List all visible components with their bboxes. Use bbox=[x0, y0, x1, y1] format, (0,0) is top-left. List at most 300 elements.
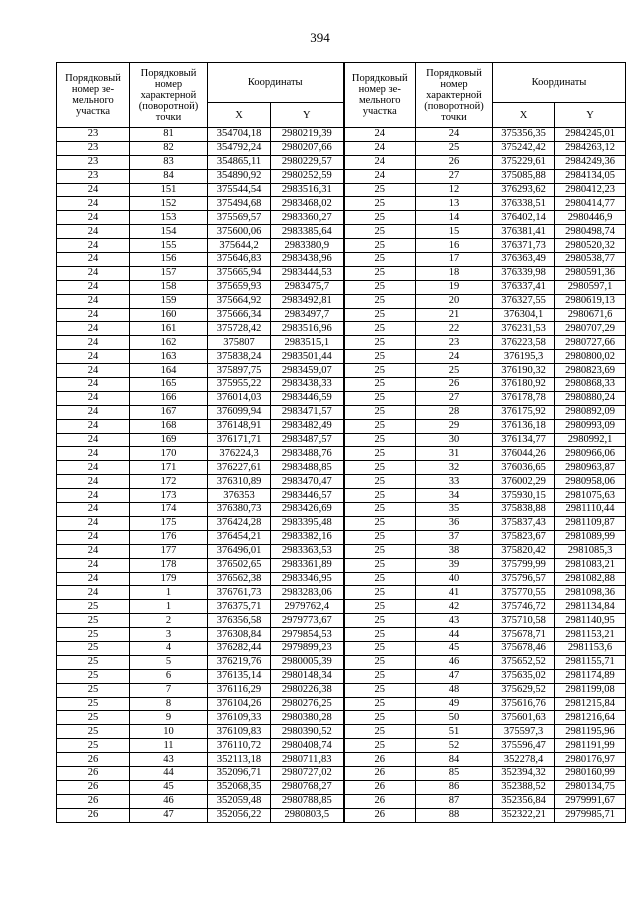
coord-x-right-cell: 352388,52 bbox=[493, 780, 555, 794]
parcel-number-cell: 24 bbox=[57, 516, 130, 530]
point-number-cell: 5 bbox=[130, 655, 208, 669]
parcel-number-right-cell: 25 bbox=[344, 266, 416, 280]
table-row bbox=[57, 655, 626, 669]
point-number-right-cell: 26 bbox=[416, 155, 493, 169]
point-number-cell: 159 bbox=[130, 294, 208, 308]
coord-x-cell: 354792,24 bbox=[208, 141, 271, 155]
parcel-number-right-cell: 25 bbox=[344, 197, 416, 211]
coord-y-right-cell: 2980619,13 bbox=[555, 294, 626, 308]
parcel-number-right-cell: 25 bbox=[344, 461, 416, 475]
parcel-number-cell: 24 bbox=[57, 350, 130, 364]
point-number-right-cell: 40 bbox=[416, 572, 493, 586]
coord-x-cell: 376104,26 bbox=[208, 697, 271, 711]
parcel-number-cell: 24 bbox=[57, 239, 130, 253]
parcel-number-cell: 25 bbox=[57, 683, 130, 697]
parcel-number-right-cell: 25 bbox=[344, 364, 416, 378]
coord-y-right-cell: 2980671,6 bbox=[555, 308, 626, 322]
parcel-number-cell: 24 bbox=[57, 308, 130, 322]
parcel-number-cell: 26 bbox=[57, 808, 130, 822]
point-number-cell: 162 bbox=[130, 336, 208, 350]
coord-x-cell: 376496,01 bbox=[208, 544, 271, 558]
point-number-cell: 3 bbox=[130, 628, 208, 642]
coord-x-right-cell: 376036,65 bbox=[493, 461, 555, 475]
table-row bbox=[57, 294, 626, 308]
point-number-cell: 1 bbox=[130, 600, 208, 614]
point-number-cell: 169 bbox=[130, 433, 208, 447]
point-number-cell: 47 bbox=[130, 808, 208, 822]
parcel-number-right-cell: 25 bbox=[344, 378, 416, 392]
coord-y-right-cell: 2981174,89 bbox=[555, 669, 626, 683]
parcel-number-right-cell: 25 bbox=[344, 350, 416, 364]
coord-y-cell: 2983482,49 bbox=[271, 419, 344, 433]
table-row bbox=[57, 253, 626, 267]
parcel-number-right-cell: 25 bbox=[344, 308, 416, 322]
parcel-number-cell: 25 bbox=[57, 711, 130, 725]
coord-x-right-cell: 376195,3 bbox=[493, 350, 555, 364]
coord-x-cell: 375955,22 bbox=[208, 378, 271, 392]
point-number-cell: 166 bbox=[130, 391, 208, 405]
header-y-2: Y bbox=[555, 103, 626, 128]
point-number-cell: 83 bbox=[130, 155, 208, 169]
table-row bbox=[57, 405, 626, 419]
table-row bbox=[57, 753, 626, 767]
coord-y-cell: 2980788,85 bbox=[271, 794, 344, 808]
table-body bbox=[57, 128, 626, 823]
parcel-number-right-cell: 25 bbox=[344, 739, 416, 753]
coord-y-cell: 2983471,57 bbox=[271, 405, 344, 419]
parcel-number-cell: 24 bbox=[57, 503, 130, 517]
point-number-right-cell: 52 bbox=[416, 739, 493, 753]
coord-x-cell: 354704,18 bbox=[208, 128, 271, 142]
coord-x-cell: 376219,76 bbox=[208, 655, 271, 669]
coord-x-cell: 376116,29 bbox=[208, 683, 271, 697]
parcel-number-right-cell: 25 bbox=[344, 725, 416, 739]
point-number-cell: 151 bbox=[130, 183, 208, 197]
coord-y-right-cell: 2980176,97 bbox=[555, 753, 626, 767]
header-coordinates: Координаты bbox=[208, 63, 344, 103]
parcel-number-cell: 24 bbox=[57, 322, 130, 336]
point-number-right-cell: 12 bbox=[416, 183, 493, 197]
coord-x-cell: 352113,18 bbox=[208, 753, 271, 767]
parcel-number-right-cell: 25 bbox=[344, 516, 416, 530]
parcel-number-cell: 25 bbox=[57, 697, 130, 711]
point-number-cell: 81 bbox=[130, 128, 208, 142]
parcel-number-cell: 26 bbox=[57, 766, 130, 780]
point-number-cell: 179 bbox=[130, 572, 208, 586]
parcel-number-right-cell: 25 bbox=[344, 183, 416, 197]
parcel-number-cell: 24 bbox=[57, 253, 130, 267]
point-number-cell: 2 bbox=[130, 614, 208, 628]
point-number-right-cell: 23 bbox=[416, 336, 493, 350]
coord-y-right-cell: 2981109,87 bbox=[555, 516, 626, 530]
table-row bbox=[57, 433, 626, 447]
coord-x-right-cell: 376363,49 bbox=[493, 253, 555, 267]
parcel-number-cell: 24 bbox=[57, 211, 130, 225]
parcel-number-right-cell: 25 bbox=[344, 475, 416, 489]
header-parcel-number: Порядковый номер зе-мельного участка bbox=[57, 63, 130, 128]
coord-y-right-cell: 2980591,36 bbox=[555, 266, 626, 280]
coord-y-right-cell: 2979985,71 bbox=[555, 808, 626, 822]
table-row bbox=[57, 600, 626, 614]
coord-x-right-cell: 376223,58 bbox=[493, 336, 555, 350]
parcel-number-cell: 24 bbox=[57, 266, 130, 280]
table-row bbox=[57, 503, 626, 517]
coord-x-cell: 375569,57 bbox=[208, 211, 271, 225]
coord-x-right-cell: 375229,61 bbox=[493, 155, 555, 169]
coord-x-cell: 352059,48 bbox=[208, 794, 271, 808]
coord-y-cell: 2983497,7 bbox=[271, 308, 344, 322]
parcel-number-right-cell: 25 bbox=[344, 614, 416, 628]
coord-y-cell: 2980229,57 bbox=[271, 155, 344, 169]
coord-x-right-cell: 376327,55 bbox=[493, 294, 555, 308]
header-x: X bbox=[208, 103, 271, 128]
coord-y-right-cell: 2980963,87 bbox=[555, 461, 626, 475]
parcel-number-right-cell: 25 bbox=[344, 336, 416, 350]
coord-y-cell: 2983488,85 bbox=[271, 461, 344, 475]
coord-y-cell: 2983492,81 bbox=[271, 294, 344, 308]
point-number-right-cell: 15 bbox=[416, 225, 493, 239]
point-number-cell: 153 bbox=[130, 211, 208, 225]
coord-x-cell: 376424,28 bbox=[208, 516, 271, 530]
parcel-number-cell: 24 bbox=[57, 433, 130, 447]
coord-y-cell: 2983470,47 bbox=[271, 475, 344, 489]
coord-x-cell: 376109,33 bbox=[208, 711, 271, 725]
coord-y-cell: 2980207,66 bbox=[271, 141, 344, 155]
coord-x-right-cell: 375710,58 bbox=[493, 614, 555, 628]
parcel-number-cell: 24 bbox=[57, 391, 130, 405]
coord-y-right-cell: 2981153,6 bbox=[555, 641, 626, 655]
parcel-number-right-cell: 26 bbox=[344, 766, 416, 780]
parcel-number-cell: 24 bbox=[57, 336, 130, 350]
coord-x-cell: 354890,92 bbox=[208, 169, 271, 183]
parcel-number-right-cell: 24 bbox=[344, 141, 416, 155]
point-number-cell: 6 bbox=[130, 669, 208, 683]
table-row bbox=[57, 391, 626, 405]
parcel-number-right-cell: 26 bbox=[344, 794, 416, 808]
point-number-cell: 7 bbox=[130, 683, 208, 697]
coord-y-right-cell: 2981195,96 bbox=[555, 725, 626, 739]
coord-y-right-cell: 2980597,1 bbox=[555, 280, 626, 294]
point-number-right-cell: 27 bbox=[416, 391, 493, 405]
parcel-number-right-cell: 25 bbox=[344, 641, 416, 655]
coord-y-cell: 2983363,53 bbox=[271, 544, 344, 558]
point-number-right-cell: 22 bbox=[416, 322, 493, 336]
point-number-right-cell: 30 bbox=[416, 433, 493, 447]
point-number-right-cell: 18 bbox=[416, 266, 493, 280]
coord-y-right-cell: 2984134,05 bbox=[555, 169, 626, 183]
point-number-right-cell: 21 bbox=[416, 308, 493, 322]
parcel-number-right-cell: 26 bbox=[344, 753, 416, 767]
coord-x-cell: 375646,83 bbox=[208, 253, 271, 267]
table-row bbox=[57, 641, 626, 655]
coord-x-right-cell: 376002,29 bbox=[493, 475, 555, 489]
point-number-cell: 9 bbox=[130, 711, 208, 725]
coord-y-cell: 2983438,33 bbox=[271, 378, 344, 392]
coord-y-right-cell: 2980992,1 bbox=[555, 433, 626, 447]
coord-y-right-cell: 2980412,23 bbox=[555, 183, 626, 197]
point-number-cell: 158 bbox=[130, 280, 208, 294]
coord-y-right-cell: 2980966,06 bbox=[555, 447, 626, 461]
coord-y-cell: 2979762,4 bbox=[271, 600, 344, 614]
table-row bbox=[57, 794, 626, 808]
point-number-right-cell: 24 bbox=[416, 128, 493, 142]
parcel-number-right-cell: 25 bbox=[344, 280, 416, 294]
table-row bbox=[57, 155, 626, 169]
coord-x-cell: 375544,54 bbox=[208, 183, 271, 197]
table-row bbox=[57, 461, 626, 475]
point-number-cell: 160 bbox=[130, 308, 208, 322]
parcel-number-cell: 24 bbox=[57, 586, 130, 600]
coord-y-cell: 2980252,59 bbox=[271, 169, 344, 183]
table-header bbox=[57, 63, 626, 128]
parcel-number-cell: 25 bbox=[57, 600, 130, 614]
parcel-number-cell: 24 bbox=[57, 544, 130, 558]
point-number-cell: 175 bbox=[130, 516, 208, 530]
table-row bbox=[57, 544, 626, 558]
coord-x-right-cell: 375823,67 bbox=[493, 530, 555, 544]
coord-x-cell: 375666,34 bbox=[208, 308, 271, 322]
table-row bbox=[57, 197, 626, 211]
coord-y-cell: 2983515,1 bbox=[271, 336, 344, 350]
coordinates-table bbox=[56, 62, 626, 823]
point-number-cell: 164 bbox=[130, 364, 208, 378]
coord-y-right-cell: 2981110,44 bbox=[555, 503, 626, 517]
coord-x-right-cell: 376175,92 bbox=[493, 405, 555, 419]
point-number-right-cell: 24 bbox=[416, 350, 493, 364]
point-number-right-cell: 32 bbox=[416, 461, 493, 475]
coord-x-right-cell: 376337,41 bbox=[493, 280, 555, 294]
coord-y-cell: 2983475,7 bbox=[271, 280, 344, 294]
coord-y-cell: 2980226,38 bbox=[271, 683, 344, 697]
coord-x-right-cell: 376044,26 bbox=[493, 447, 555, 461]
parcel-number-cell: 23 bbox=[57, 169, 130, 183]
parcel-number-cell: 25 bbox=[57, 614, 130, 628]
coord-y-cell: 2983382,16 bbox=[271, 530, 344, 544]
point-number-cell: 168 bbox=[130, 419, 208, 433]
coord-x-right-cell: 376190,32 bbox=[493, 364, 555, 378]
parcel-number-cell: 24 bbox=[57, 489, 130, 503]
coord-y-cell: 2980380,28 bbox=[271, 711, 344, 725]
coord-x-cell: 376282,44 bbox=[208, 641, 271, 655]
coord-y-cell: 2980148,34 bbox=[271, 669, 344, 683]
header-parcel-number-2: Порядковый номер зе-мельного участка bbox=[344, 63, 416, 128]
parcel-number-right-cell: 24 bbox=[344, 128, 416, 142]
coord-y-right-cell: 2981215,84 bbox=[555, 697, 626, 711]
table-row bbox=[57, 364, 626, 378]
coord-y-right-cell: 2980958,06 bbox=[555, 475, 626, 489]
coord-y-cell: 2980219,39 bbox=[271, 128, 344, 142]
point-number-right-cell: 50 bbox=[416, 711, 493, 725]
coord-y-cell: 2983446,57 bbox=[271, 489, 344, 503]
point-number-right-cell: 20 bbox=[416, 294, 493, 308]
point-number-right-cell: 26 bbox=[416, 378, 493, 392]
parcel-number-right-cell: 26 bbox=[344, 780, 416, 794]
coord-x-right-cell: 376231,53 bbox=[493, 322, 555, 336]
point-number-right-cell: 47 bbox=[416, 669, 493, 683]
table-row bbox=[57, 711, 626, 725]
coord-y-right-cell: 2979991,67 bbox=[555, 794, 626, 808]
parcel-number-cell: 24 bbox=[57, 461, 130, 475]
coord-y-cell: 2983487,57 bbox=[271, 433, 344, 447]
parcel-number-right-cell: 25 bbox=[344, 572, 416, 586]
parcel-number-cell: 25 bbox=[57, 739, 130, 753]
point-number-cell: 155 bbox=[130, 239, 208, 253]
point-number-cell: 170 bbox=[130, 447, 208, 461]
coord-x-right-cell: 352278,4 bbox=[493, 753, 555, 767]
coord-y-right-cell: 2981075,63 bbox=[555, 489, 626, 503]
point-number-right-cell: 25 bbox=[416, 141, 493, 155]
point-number-right-cell: 37 bbox=[416, 530, 493, 544]
point-number-right-cell: 33 bbox=[416, 475, 493, 489]
coord-y-cell: 2983488,76 bbox=[271, 447, 344, 461]
table-row bbox=[57, 141, 626, 155]
coord-y-cell: 2983444,53 bbox=[271, 266, 344, 280]
point-number-cell: 10 bbox=[130, 725, 208, 739]
table-row bbox=[57, 530, 626, 544]
point-number-cell: 46 bbox=[130, 794, 208, 808]
coord-y-right-cell: 2984245,01 bbox=[555, 128, 626, 142]
table-row bbox=[57, 336, 626, 350]
point-number-cell: 177 bbox=[130, 544, 208, 558]
parcel-number-cell: 24 bbox=[57, 197, 130, 211]
coord-y-cell: 2983438,96 bbox=[271, 253, 344, 267]
coord-y-right-cell: 2984263,12 bbox=[555, 141, 626, 155]
coord-x-cell: 376454,21 bbox=[208, 530, 271, 544]
point-number-cell: 156 bbox=[130, 253, 208, 267]
point-number-cell: 167 bbox=[130, 405, 208, 419]
point-number-right-cell: 13 bbox=[416, 197, 493, 211]
coord-x-cell: 375659,93 bbox=[208, 280, 271, 294]
coord-x-right-cell: 375837,43 bbox=[493, 516, 555, 530]
parcel-number-right-cell: 25 bbox=[344, 586, 416, 600]
point-number-right-cell: 51 bbox=[416, 725, 493, 739]
coord-x-right-cell: 375652,52 bbox=[493, 655, 555, 669]
point-number-cell: 82 bbox=[130, 141, 208, 155]
table-row bbox=[57, 211, 626, 225]
point-number-right-cell: 27 bbox=[416, 169, 493, 183]
header-x-2: X bbox=[493, 103, 555, 128]
coord-x-right-cell: 375629,52 bbox=[493, 683, 555, 697]
parcel-number-cell: 24 bbox=[57, 364, 130, 378]
coord-x-cell: 375664,92 bbox=[208, 294, 271, 308]
coord-x-right-cell: 375085,88 bbox=[493, 169, 555, 183]
point-number-right-cell: 14 bbox=[416, 211, 493, 225]
table-row bbox=[57, 419, 626, 433]
parcel-number-right-cell: 24 bbox=[344, 155, 416, 169]
header-point-number-2: Порядковый номер характерной (поворотной) точки bbox=[416, 63, 493, 128]
point-number-cell: 152 bbox=[130, 197, 208, 211]
coord-x-right-cell: 375597,3 bbox=[493, 725, 555, 739]
coord-x-cell: 376761,73 bbox=[208, 586, 271, 600]
coord-y-cell: 2980390,52 bbox=[271, 725, 344, 739]
point-number-right-cell: 87 bbox=[416, 794, 493, 808]
table-row bbox=[57, 766, 626, 780]
coord-y-cell: 2983346,95 bbox=[271, 572, 344, 586]
coord-y-cell: 2980711,83 bbox=[271, 753, 344, 767]
coord-y-right-cell: 2981083,21 bbox=[555, 558, 626, 572]
coord-y-cell: 2980727,02 bbox=[271, 766, 344, 780]
coord-x-cell: 375600,06 bbox=[208, 225, 271, 239]
coord-x-cell: 354865,11 bbox=[208, 155, 271, 169]
coord-x-right-cell: 376293,62 bbox=[493, 183, 555, 197]
coord-y-cell: 2983380,9 bbox=[271, 239, 344, 253]
point-number-cell: 45 bbox=[130, 780, 208, 794]
coord-x-right-cell: 376338,51 bbox=[493, 197, 555, 211]
point-number-right-cell: 16 bbox=[416, 239, 493, 253]
parcel-number-right-cell: 25 bbox=[344, 628, 416, 642]
point-number-cell: 11 bbox=[130, 739, 208, 753]
parcel-number-right-cell: 25 bbox=[344, 683, 416, 697]
coord-y-cell: 2980803,5 bbox=[271, 808, 344, 822]
coord-x-right-cell: 352356,84 bbox=[493, 794, 555, 808]
coord-y-right-cell: 2981085,3 bbox=[555, 544, 626, 558]
coord-x-right-cell: 376402,14 bbox=[493, 211, 555, 225]
coord-y-right-cell: 2981191,99 bbox=[555, 739, 626, 753]
parcel-number-cell: 24 bbox=[57, 447, 130, 461]
coord-x-cell: 375728,42 bbox=[208, 322, 271, 336]
coord-y-right-cell: 2981153,21 bbox=[555, 628, 626, 642]
parcel-number-right-cell: 25 bbox=[344, 669, 416, 683]
coord-x-right-cell: 375838,88 bbox=[493, 503, 555, 517]
point-number-cell: 4 bbox=[130, 641, 208, 655]
coord-y-right-cell: 2980160,99 bbox=[555, 766, 626, 780]
parcel-number-cell: 24 bbox=[57, 225, 130, 239]
point-number-cell: 157 bbox=[130, 266, 208, 280]
coord-x-right-cell: 376180,92 bbox=[493, 378, 555, 392]
parcel-number-cell: 25 bbox=[57, 628, 130, 642]
parcel-number-right-cell: 26 bbox=[344, 808, 416, 822]
coord-y-right-cell: 2980538,77 bbox=[555, 253, 626, 267]
parcel-number-right-cell: 25 bbox=[344, 711, 416, 725]
coord-y-right-cell: 2980134,75 bbox=[555, 780, 626, 794]
parcel-number-cell: 24 bbox=[57, 294, 130, 308]
parcel-number-cell: 23 bbox=[57, 128, 130, 142]
coord-x-cell: 375807 bbox=[208, 336, 271, 350]
table-row bbox=[57, 586, 626, 600]
coord-y-cell: 2983361,89 bbox=[271, 558, 344, 572]
point-number-right-cell: 35 bbox=[416, 503, 493, 517]
coord-y-right-cell: 2980707,29 bbox=[555, 322, 626, 336]
coord-x-cell: 376171,71 bbox=[208, 433, 271, 447]
coord-x-cell: 376502,65 bbox=[208, 558, 271, 572]
point-number-right-cell: 49 bbox=[416, 697, 493, 711]
parcel-number-right-cell: 25 bbox=[344, 530, 416, 544]
coord-y-cell: 2983459,07 bbox=[271, 364, 344, 378]
coord-y-cell: 2983385,64 bbox=[271, 225, 344, 239]
coord-x-right-cell: 376339,98 bbox=[493, 266, 555, 280]
coord-x-cell: 376109,83 bbox=[208, 725, 271, 739]
point-number-cell: 163 bbox=[130, 350, 208, 364]
parcel-number-right-cell: 25 bbox=[344, 322, 416, 336]
parcel-number-right-cell: 25 bbox=[344, 600, 416, 614]
parcel-number-cell: 26 bbox=[57, 794, 130, 808]
table-row bbox=[57, 378, 626, 392]
coord-y-cell: 2979773,67 bbox=[271, 614, 344, 628]
parcel-number-cell: 25 bbox=[57, 725, 130, 739]
coord-x-cell: 375644,2 bbox=[208, 239, 271, 253]
parcel-number-right-cell: 25 bbox=[344, 239, 416, 253]
table-row bbox=[57, 225, 626, 239]
coord-x-right-cell: 376371,73 bbox=[493, 239, 555, 253]
table-row bbox=[57, 447, 626, 461]
coord-x-cell: 376308,84 bbox=[208, 628, 271, 642]
coord-y-right-cell: 2981199,08 bbox=[555, 683, 626, 697]
coord-x-right-cell: 375820,42 bbox=[493, 544, 555, 558]
parcel-number-right-cell: 25 bbox=[344, 558, 416, 572]
coord-x-cell: 376224,3 bbox=[208, 447, 271, 461]
parcel-number-cell: 25 bbox=[57, 669, 130, 683]
point-number-cell: 1 bbox=[130, 586, 208, 600]
